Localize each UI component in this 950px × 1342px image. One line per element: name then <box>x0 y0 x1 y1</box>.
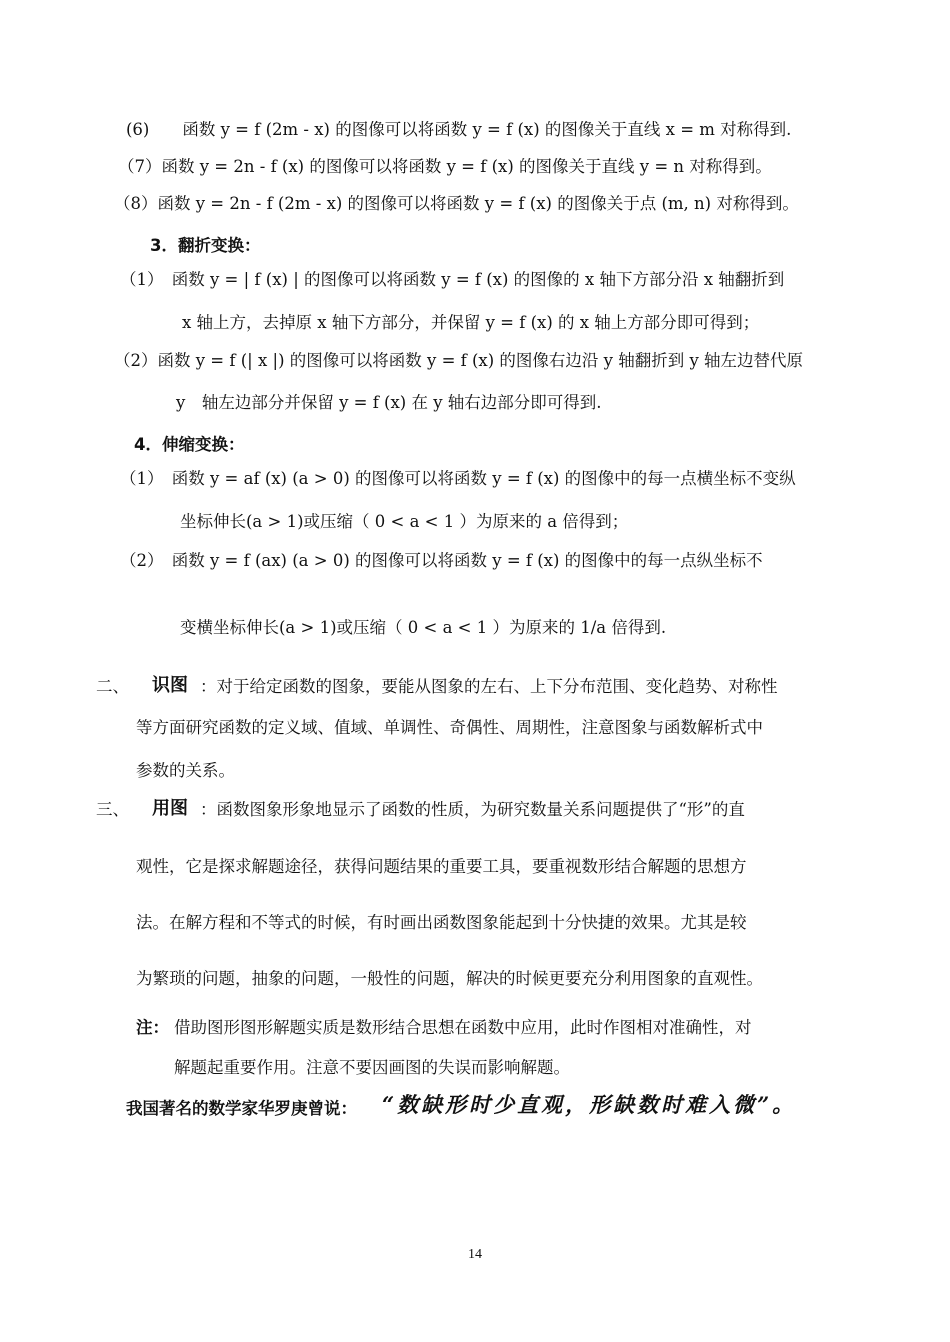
page-number: 14 <box>468 1247 482 1262</box>
section-three-title: 用图 <box>152 798 188 819</box>
scale-item-2: （2） 函数 y = f (ax) (a > 0) 的图像可以将函数 y = f (x) 的图像中的每一点纵坐标不 <box>120 551 763 570</box>
section-two-text-2: 等方面研究函数的定义域、值域、单调性、奇偶性、周期性，注意图象与函数解析式中 <box>136 718 763 737</box>
fold-item-2-cont: y 轴左边部分并保留 y = f (x) 在 y 轴右边部分即可得到. <box>176 393 602 412</box>
section-two-text-1: ：对于给定函数的图象，要能从图象的左右、上下分布范围、变化趋势、对称性 <box>200 677 778 696</box>
scale-item-1: （1） 函数 y = af (x) (a > 0) 的图像可以将函数 y = f (x) 的图像中的每一点横坐标不变纵 <box>120 469 796 488</box>
line-7: （7）函数 y = 2n - f (x) 的图像可以将函数 y = f (x) 的图像关于直线 y = n 对称得到。 <box>118 157 772 176</box>
note-text-1: 借助图形图形解题实质是数形结合思想在函数中应用，此时作图相对准确性，对 <box>174 1018 752 1037</box>
scale-item-1-cont: 坐标伸长(a > 1)或压缩（ 0 < a < 1 ）为原来的 a 倍得到； <box>180 512 629 531</box>
note-text-2: 解题起重要作用。注意不要因画图的失误而影响解题。 <box>174 1058 570 1077</box>
quote-intro: 我国著名的数学家华罗庚曾说： <box>126 1099 357 1118</box>
section-three-text-1: ：函数图象形象地显示了函数的性质，为研究数量关系问题提供了“形”的直 <box>200 800 745 819</box>
section-three-number: 三、 <box>96 800 129 819</box>
section-three-text-3: 法。在解方程和不等式的时候，有时画出函数图象能起到十分快捷的效果。尤其是较 <box>136 913 747 932</box>
heading-scale-transform: 4．伸缩变换： <box>134 435 245 454</box>
line-8: （8）函数 y = 2n - f (2m - x) 的图像可以将函数 y = f (x) 的图像关于点 (m, n) 对称得到。 <box>114 194 799 213</box>
fold-item-2: （2）函数 y = f (| x |) 的图像可以将函数 y = f (x) 的图像右边沿 y 轴翻折到 y 轴左边替代原 <box>114 351 804 370</box>
section-two-title: 识图 <box>152 675 188 696</box>
section-three-text-2: 观性，它是探求解题途径，获得问题结果的重要工具，要重视数形结合解题的思想方 <box>136 857 747 876</box>
section-two-text-3: 参数的关系。 <box>136 761 235 780</box>
scale-item-2-cont: 变横坐标伸长(a > 1)或压缩（ 0 < a < 1 ）为原来的 1/a 倍得到. <box>180 618 667 637</box>
hua-luogeng-quote: “数缺形时少直观，形缺数时难入微”。 <box>382 1092 797 1117</box>
section-three-text-4: 为繁琐的问题，抽象的问题，一般性的问题，解决的时候更要充分利用图象的直观性。 <box>136 969 763 988</box>
fold-item-1: （1） 函数 y = | f (x) | 的图像可以将函数 y = f (x) 的图像的 x 轴下方部分沿 x 轴翻折到 <box>120 270 785 289</box>
fold-item-1-cont: x 轴上方，去掉原 x 轴下方部分，并保留 y = f (x) 的 x 轴上方部分即可得到； <box>182 313 760 332</box>
line-6: (6) 函数 y = f (2m - x) 的图像可以将函数 y = f (x) 的图像关于直线 x = m 对称得到. <box>126 120 792 139</box>
note-label: 注： <box>136 1018 169 1037</box>
heading-fold-transform: 3．翻折变换： <box>150 236 261 255</box>
section-two-number: 二、 <box>96 677 129 696</box>
